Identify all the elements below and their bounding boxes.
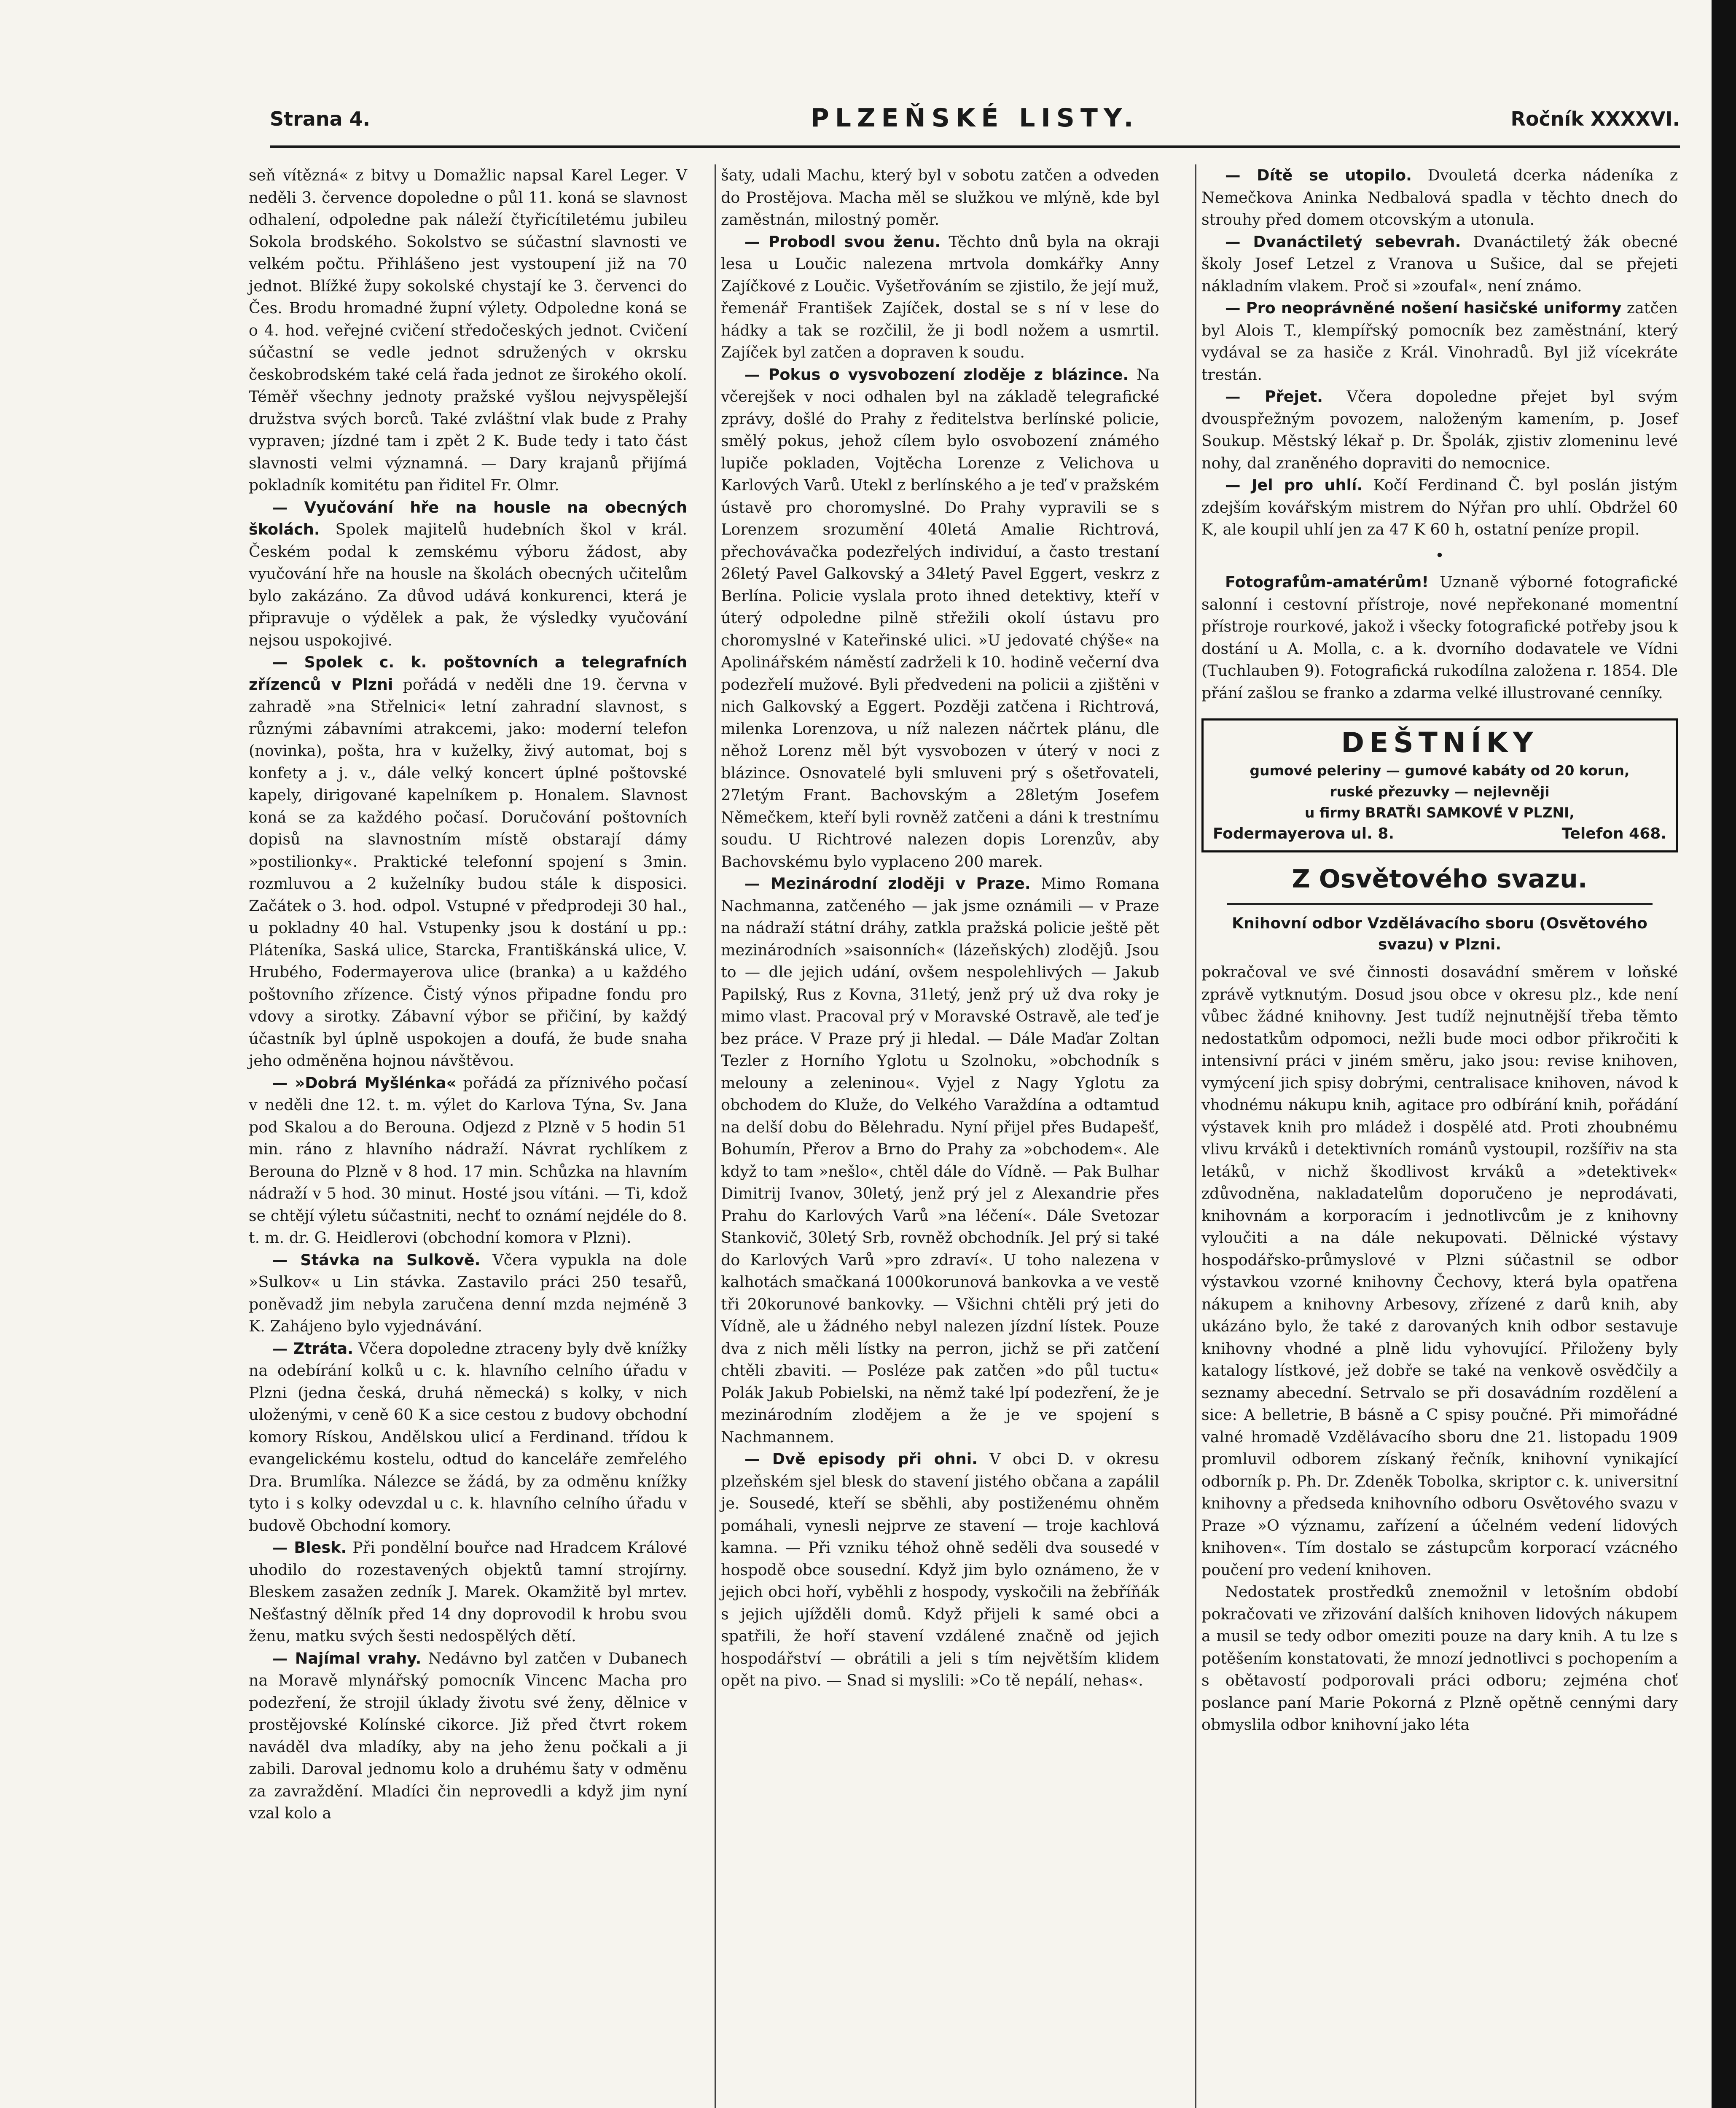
page-number: Strana 4. — [270, 108, 371, 130]
article-text: Mimo Romana Nachmanna, zatčeného — jak jsme oznámili — v Praze na nádraží státní dráhy, zatkla pražská policie ještě pět mezinárodních »saisonních« (lázeňských) zlodějů. Jsou to — dle jejich udání, ovšem nespolehlivých — Jakub Papilský, Rus z Kovna, 31letý, jenž prý už dva roky je mimo vlast. Pracoval prý v Moravské Ostravě, ale teď je bez práce. V Praze prý ji hledal. — Dále Maďar Zoltan Tezler z Horního Yglotu u Szolnoku, »obchodník s melouny a zeleninou«. Vyjel z Nagy Yglotu za obchodem do Kluže, do Velkého Varaždína a odtamtud na delší dobu do Bělehradu. Nyní přijel přes Budapešť, Bohumín, Přerov a Brno do Prahy za »obchodem«. Ale když to tam »nešlo«, chtěl dále do Vídně. — Pak Bulhar Dimitrij Ivanov, 30letý, jenž prý jel z Alexandrie přes Prahu do Karlových Varů »na léčení«. Dále Svetozar Stankovič, 30letý Srb, rovněž obchodník. Jel prý si také do Karlových Varů »pro zdraví«. U toho nalezena v kalhotách smačkaná 1000korunová bankovka a ve vestě tři 20korunové bankovky. — Všichni chtěli prý jeti do Vídně, ale u žádného nebyl nalezen jízdní lístek. Pouze dva z nich měli lístky na perron, jichž se při zatčení chtěli zbaviti. — Posléze pak zatčen »do půl tuctu« Polák Jakub Pobielski, na němž také lpí podezření, že je mezinárodním zlodějem a že je ve spojení s Nachmannem. — [721, 874, 1159, 1446]
column-3 — [1201, 164, 1678, 1736]
article-text: pořádá za příznivého počasí v neděli dne 12. t. m. výlet do Karlova Týna, Sv. Jana pod Skalou a do Berouna. Odjezd z Plzně v 5 hodin 51 min. ráno z hlavního nádraží. Návrat rychlíkem z Berouna do Plzně v 8 hod. 17 min. Schůzka na hlavním nádraží v 5 hod. 30 minut. Hosté jsou vítáni. — Ti, kdož se chtějí výletu súčastniti, nechť to oznámí nejdéle do 8. t. m. dr. G. Heidlerovi (obchodní komora v Plzni). — [249, 1073, 688, 1247]
article-heading: — Pro neoprávněné nošení hasičské uniformy — [1225, 299, 1622, 317]
scan-edge — [1712, 0, 1736, 2108]
volume-label: Ročník XXXXVI. — [1510, 108, 1680, 130]
article-heading: — Jel pro uhlí. — [1225, 476, 1363, 494]
article-text: V obci D. v okresu plzeňském sjel blesk do stavení jistého občana a zapálil je. Sousedé, kteří se sběhli, aby postiženému ohněm pomáhali, vynesli nejprve ze stavení — troje kachlová kamna. — Při vzniku téhož ohně seděli dva sousedé v hospodě obce sousední. Když jim bylo oznámeno, že v jejich obci hoří, vyběhli z hospody, vyskočili na žebříňák s jejich ujížděli domů. Když přijeli k samé obci a spatřili, že hoří stavení vzdálené značně od jejich hospodářství — obrátili a jeli s tím největším klidem opět na pivo. — Snad si myslili: »Co tě nepálí, nehas«. — [721, 1450, 1159, 1689]
article-text: šaty, udali Machu, který byl v sobotu zatčen a odveden do Prostějova. Macha měl se služkou ve mlýně, kde byl zaměstnán, milostný poměr. — [721, 166, 1159, 229]
article-paragraph — [1201, 164, 1678, 231]
section-title-rule — [1227, 903, 1653, 905]
article-heading: — Probodl svou ženu. — [744, 232, 941, 251]
header-rule — [270, 145, 1680, 148]
section-subhead: Knihovní odbor Vzdělávacího sboru (Osvětového svazu) v Plzni. — [1232, 915, 1647, 953]
article-paragraph — [1201, 297, 1678, 386]
article-text: Při pondělní bouřce nad Hradcem Králové uhodilo do rozestavených objektů tamní strojírny. Bleskem zasažen zedník J. Marek. Okamžitě byl mrtev. Nešťastný dělník před 14 dny doprovodil k hrobu svou ženu, matku svých šesti nedospělých dětí. — [249, 1538, 687, 1645]
article-paragraph — [249, 1338, 687, 1537]
column-2 — [721, 164, 1159, 1692]
section-title: Z Osvětového svazu. — [1292, 864, 1588, 894]
article-text: Kočí Ferdinand Č. byl poslán jistým zdejším kovářským mistrem do Nýřan pro uhlí. Obdržel 60 K, ale koupil uhlí jen za 47 K 60 h, ostatní peníze propil. — [1201, 476, 1678, 538]
article-heading: — Blesk. — [272, 1538, 347, 1557]
article-heading: — »Dobrá Myšlénka« — [272, 1073, 457, 1092]
article-paragraph — [1201, 474, 1678, 541]
photo-ad-text: Uznaně výborné fotografické salonní i cestovní přístroje, nové nepřekonané momentní přístroje rourkové, jakož i všecky fotografické potřeby jsou k dostání u A. Molla, c. a k. dvorního dodavatele ve Vídni (Tuchlauben 9). Fotografická rukodílna založena r. 1854. Dle přání zašlou se franko a zdarma velké illustrované cenníky. — [1201, 573, 1678, 702]
umbrella-ad-line: ruské přezuvky — nejlevněji — [1330, 783, 1550, 800]
column-divider — [715, 164, 716, 2108]
article-heading: — Mezinárodní zloději v Praze. — [744, 874, 1031, 893]
umbrella-ad-address: Fodermayerova ul. 8. — [1213, 825, 1395, 842]
masthead-title: PLZEŇSKÉ LISTY. — [810, 103, 1139, 133]
article-heading: — Dítě se utopilo. — [1225, 166, 1412, 184]
umbrella-advertisement — [1201, 718, 1678, 852]
page-header — [270, 103, 1680, 141]
article-paragraph — [721, 231, 1159, 364]
article-heading: — Vyučování hře na housle na obecných školách. — [249, 498, 687, 538]
section-paragraph: pokračoval ve své činnosti dosavádní směrem v loňské zprávě vytknutým. Dosud jsou obce v okresu plz., kde není vůbec žádné knihovny. Jest tudíž nejnutnější třeba těmto nedostatkům odpomoci, nežli bude moci odbor přikročiti k intensivní práci v jiném směru, jako jsou: revise knihoven, vymýcení jich spisy dobrými, centralisace knihoven, návod k vhodnému nákupu knih, agitace pro odbírání knih, pořádání výstavek knih pro mládež i dospělé atd. Proti zhoubnému vlivu krváků i detektivních románů vystoupil, rozšířiv na sta letáků, v nichž škodlivost krváků a »detektivek« zdůvodněna, nakladatelům doporučeno je neprodávati, knihovnám a korporacím i jednotlivcům je z knihovny vyloučiti a na dále nekupovati. Dělnické výstavy hospodářsko-průmyslové v Plzni súčastnil se odbor výstavkou vzorné knihovny Čechovy, která byla opatřena nákupem a knihovny Arbesovy, zřízené z darů knih, aby ukázáno bylo, že také z darovaných knih odbor sestavuje knihovny vhodné a plně lidu vyhovující. Přiloženy byly katalogy lístkové, jež dobře se také na venkově osvědčily a seznamy abecední. Setrvalo se při dosavádním rozdělení a sice: A belletrie, B básně a C spisy poučné. Při mimořádné valné hromadě Vzdělávacího sboru dne 21. listopadu 1909 promluvil odborem získaný řečník, knihovní vynikající odborník p. Ph. Dr. Zdeněk Tobolka, skriptor c. k. universitní knihovny a předseda knihovního odboru Osvětového svazu v Praze »O významu, zařízení a účelném vedení lidových knihoven«. Tím dostalo se zástupcům korporací vzácného poučení pro vedení knihoven. — [1201, 963, 1678, 1579]
article-text: zatčen byl Alois T., klempířský pomocník bez zaměstnání, který vydával se za hasiče z Král. Vinohradů. Byl již vícekráte trestán. — [1201, 299, 1678, 384]
article-paragraph — [721, 364, 1159, 873]
photo-advertisement — [1201, 571, 1678, 704]
umbrella-ad-phone: Telefon 468. — [1561, 825, 1666, 842]
article-paragraph — [721, 1448, 1159, 1692]
column-1 — [249, 164, 687, 1825]
article-paragraph — [249, 1648, 687, 1825]
article-heading: — Ztráta. — [272, 1339, 354, 1358]
article-text: Dvouletá dcerka nádeníka z Nemečkova Aninka Nedbalová spadla v těchto dnech do strouhy před domem otcovským a utonula. — [1201, 166, 1678, 229]
article-paragraph — [249, 497, 687, 652]
article-text: pořádá v neděli dne 19. června v zahradě »na Střelnici« letní zahradní slavnost, s různými zábavními atrakcemi, jako: moderní telefon (novinka), pošta, hra v kuželky, živý automat, boj s konfety a j. v., dále velký koncert úplné poštovské kapely, dirigované kapelníkem p. Honalem. Slavnost koná se za každého počasí. Doručování poštovních dopisů na slavnostním místě obstarají dámy »postilionky«. Praktické telefonní spojení s 3min. rozmluvou a 2 kuželníky budou stále k disposici. Začátek o 3. hod. odpol. Vstupné v předprodeji 30 hal., u pokladny 40 hal. Vstupenky jsou k dostání u pp.: Pláteníka, Saská ulice, Starcka, Františkánská ulice, V. Hrubého, Fodermayerova ulice (branka) a u každého poštovního zřízence. Čistý výnos připadne fondu pro vdovy a sirotky. Zábavní výbor se přičiní, by každý účastník byl úplně uspokojen a doufá, že bude snaha jeho odměněna hojnou návštěvou. — [249, 675, 687, 1070]
article-text: Dvanáctiletý žák obecné školy Josef Letzel z Vranova u Sušice, dal se přejeti nákladním vlakem. Proč si »zoufal«, není známo. — [1201, 232, 1678, 295]
article-text: Na včerejšek v noci odhalen byl na základě telegrafické zprávy, došlé do Prahy z ředitelstva berlínské policie, smělý pokus, jehož cílem bylo osvobození známého lupiče pokladen, Vojtěcha Lorenze z Velichova u Karlových Varů. Utekl z berlínského a je teď v pražském ústavě pro choromyslné. Do Prahy vypravili se s Lorenzem srozumění 40letá Amalie Richtrová, přechovávačka podezřelých individuí, a často trestaní 26letý Pavel Galkovský a 34letý Pavel Eggert, veskrz z Berlína. Policie vyslala proto ihned detektivy, kteří v úterý odpoledne pilně střežili okolí ústavu pro choromyslné v Kateřinské ulici. »U jedovaté chýše« na Apolinářském náměstí zadrželi k 10. hodině večerní dva podezřelí mužové. Byli předvedeni na policii a zjištěni v nich Galkovský a Eggert. Později zatčena i Richtrová, milenka Lorenzova, u níž nalezen náčrtek plánu, dle něhož Lorenz měl být vysvobozen v úterý v noci z blázince. Osnovatelé byli smluveni prý s ošetřovateli, 27letým Frant. Bachovským a 28letým Josefem Němečkem, kteří byli rovněž zatčeni a dáni k trestnímu soudu. U Richtrové nalezen dopis Lorenzův, aby Bachovskému bylo vyplaceno 200 marek. — [721, 365, 1159, 871]
article-heading: — Dvě episody při ohni. — [744, 1450, 978, 1468]
article-paragraph — [249, 651, 687, 1072]
article-paragraph — [249, 1249, 687, 1338]
article-text: Nedávno byl zatčen v Dubanech na Moravě mlynářský pomocník Vincenc Macha pro podezření, že strojil úklady životu své ženy, dělnice v prostějovské Kolínské cikorce. Již před čtvrt rokem naváděl dva mladíky, aby na jeho ženu počkali a ji zabili. Daroval jednomu kolo a druhému šaty v odměnu za zavraždění. Mladíci čin neprovedli a když jim nyní vzal kolo a — [249, 1649, 687, 1822]
article-text: Včera dopoledne ztraceny byly dvě knížky na odebírání kolků u c. k. hlavního celního úřadu v Plzni (jedna česká, druhá německá) s kolky, v nich uloženými, v ceně 60 K a sice cestou z budovy obchodní komory Rískou, Andělskou ulicí a Ferdinand. třídou k evangelickému kostelu, odtud do kanceláře zemřelého Dra. Brumlíka. Nálezce se žádá, by za odměnu knížky tyto i s kolky odevzdal u c. k. hlavního celního úřadu v budově Obchodní komory. — [249, 1339, 687, 1535]
article-heading: — Pokus o vysvobození zloděje z blázince. — [744, 365, 1129, 384]
article-text: Těchto dnů byla na okraji lesa u Loučic nalezena mrtvola domkářky Anny Zajíčkové z Loučic. Vyšetřováním se zjistilo, že její muž, řemenář František Zajíček, dostal se s ní v lese do hádky a tak se rozčilil, že ji bodl nožem a usmrtil. Zajíček byl zatčen a dopraven k soudu. — [721, 232, 1159, 361]
umbrella-ad-line: gumové peleriny — gumové kabáty od 20 korun, — [1250, 762, 1630, 779]
article-paragraph — [249, 1072, 687, 1249]
article-paragraph — [1201, 231, 1678, 298]
article-heading: — Dvanáctiletý sebevrah. — [1225, 232, 1461, 251]
section-paragraph: Nedostatek prostředků znemožnil v letošním období pokračovati ve zřizování dalších knihoven lidových nákupem a musil se tedy odbor omeziti pouze na dary knih. A tu lze s potěšením konstatovati, že mnozí jednotlivci s pochopením a s obětavostí podporovali práci odboru; zejména choť poslance paní Marie Pokorná z Plzně opětně cennými dary obmyslila odbor knihovní jako léta — [1201, 1583, 1678, 1734]
article-text: Včera dopoledne přejet byl svým dvouspřežným povozem, naloženým kamením, p. Josef Soukup. Městský lékař p. Dr. Špolák, zjistiv zlomeninu levé nohy, dal zraněného dopraviti do nemocnice. — [1201, 387, 1678, 472]
article-text: seň vítězná« z bitvy u Domažlic napsal Karel Leger. V neděli 3. července dopoledne o půl 11. koná se slavnost odhalení, odpoledne pak náleží čtyřicítiletému jubileu Sokola brodského. Sokolstvo se súčastní slavnosti ve velkém počtu. Přihlášeno jest vystoupení již na 70 jednot. Blížké župy sokolské chystají ke 3. červenci do Čes. Brodu hromadné župní výlety. Odpoledne koná se o 4. hod. veřejné cvičení středočeských jednot. Cvičení súčastní se vedle jednot sdružených v okrsku českobrodském také celá řada jednot ze širokého okolí. Téměř všechny jednoty pražské vyšlou nejvyspělejší družstva svých borců. Také zvláštní vlak bude z Prahy vypraven; jízdné tam i zpět 2 K. Bude tedy i tato část slavnosti velmi významná. — Dary krajanů přijímá pokladník komitétu pan řiditel Fr. Olmr. — [249, 166, 687, 494]
umbrella-ad-title: DEŠTNÍKY — [1341, 726, 1538, 759]
separator-dot: • — [1435, 547, 1444, 565]
umbrella-ad-contact — [1213, 823, 1666, 844]
umbrella-ad-firm: u firmy BRATŘI SAMKOVÉ V PLZNI, — [1305, 804, 1575, 821]
article-heading: — Stávka na Sulkově. — [272, 1250, 481, 1269]
photo-ad-heading: Fotografům-amatérům! — [1225, 573, 1429, 591]
article-paragraph — [249, 1537, 687, 1648]
column-3-news — [1201, 164, 1678, 541]
article-heading: — Spolek c. k. poštovních a telegrafních zřízenců v Plzni — [249, 653, 687, 694]
article-heading: — Přejet. — [1225, 387, 1323, 406]
article-text: Spolek majitelů hudebních škol v král. Českém podal k zemskému výboru žádost, aby vyučování hře na housle na školách obecných učitelům bylo zakázáno. Za důvod udává konkurenci, která je připravuje o výdělek a pak, že výsledky vyučování nejsou uspokojivé. — [249, 520, 687, 649]
article-paragraph — [1201, 386, 1678, 474]
article-text: Včera vypukla na dole »Sulkov« u Lin stávka. Zastavilo práci 250 tesařů, poněvadž jim nebyla zaručena denní mzda nejméně 3 K. Zahájeno bylo vyjednávání. — [249, 1250, 687, 1335]
article-paragraph — [249, 164, 687, 497]
article-heading: — Najímal vrahy. — [272, 1649, 422, 1667]
column-divider — [1195, 164, 1196, 2108]
article-paragraph — [721, 164, 1159, 231]
article-paragraph — [721, 873, 1159, 1448]
